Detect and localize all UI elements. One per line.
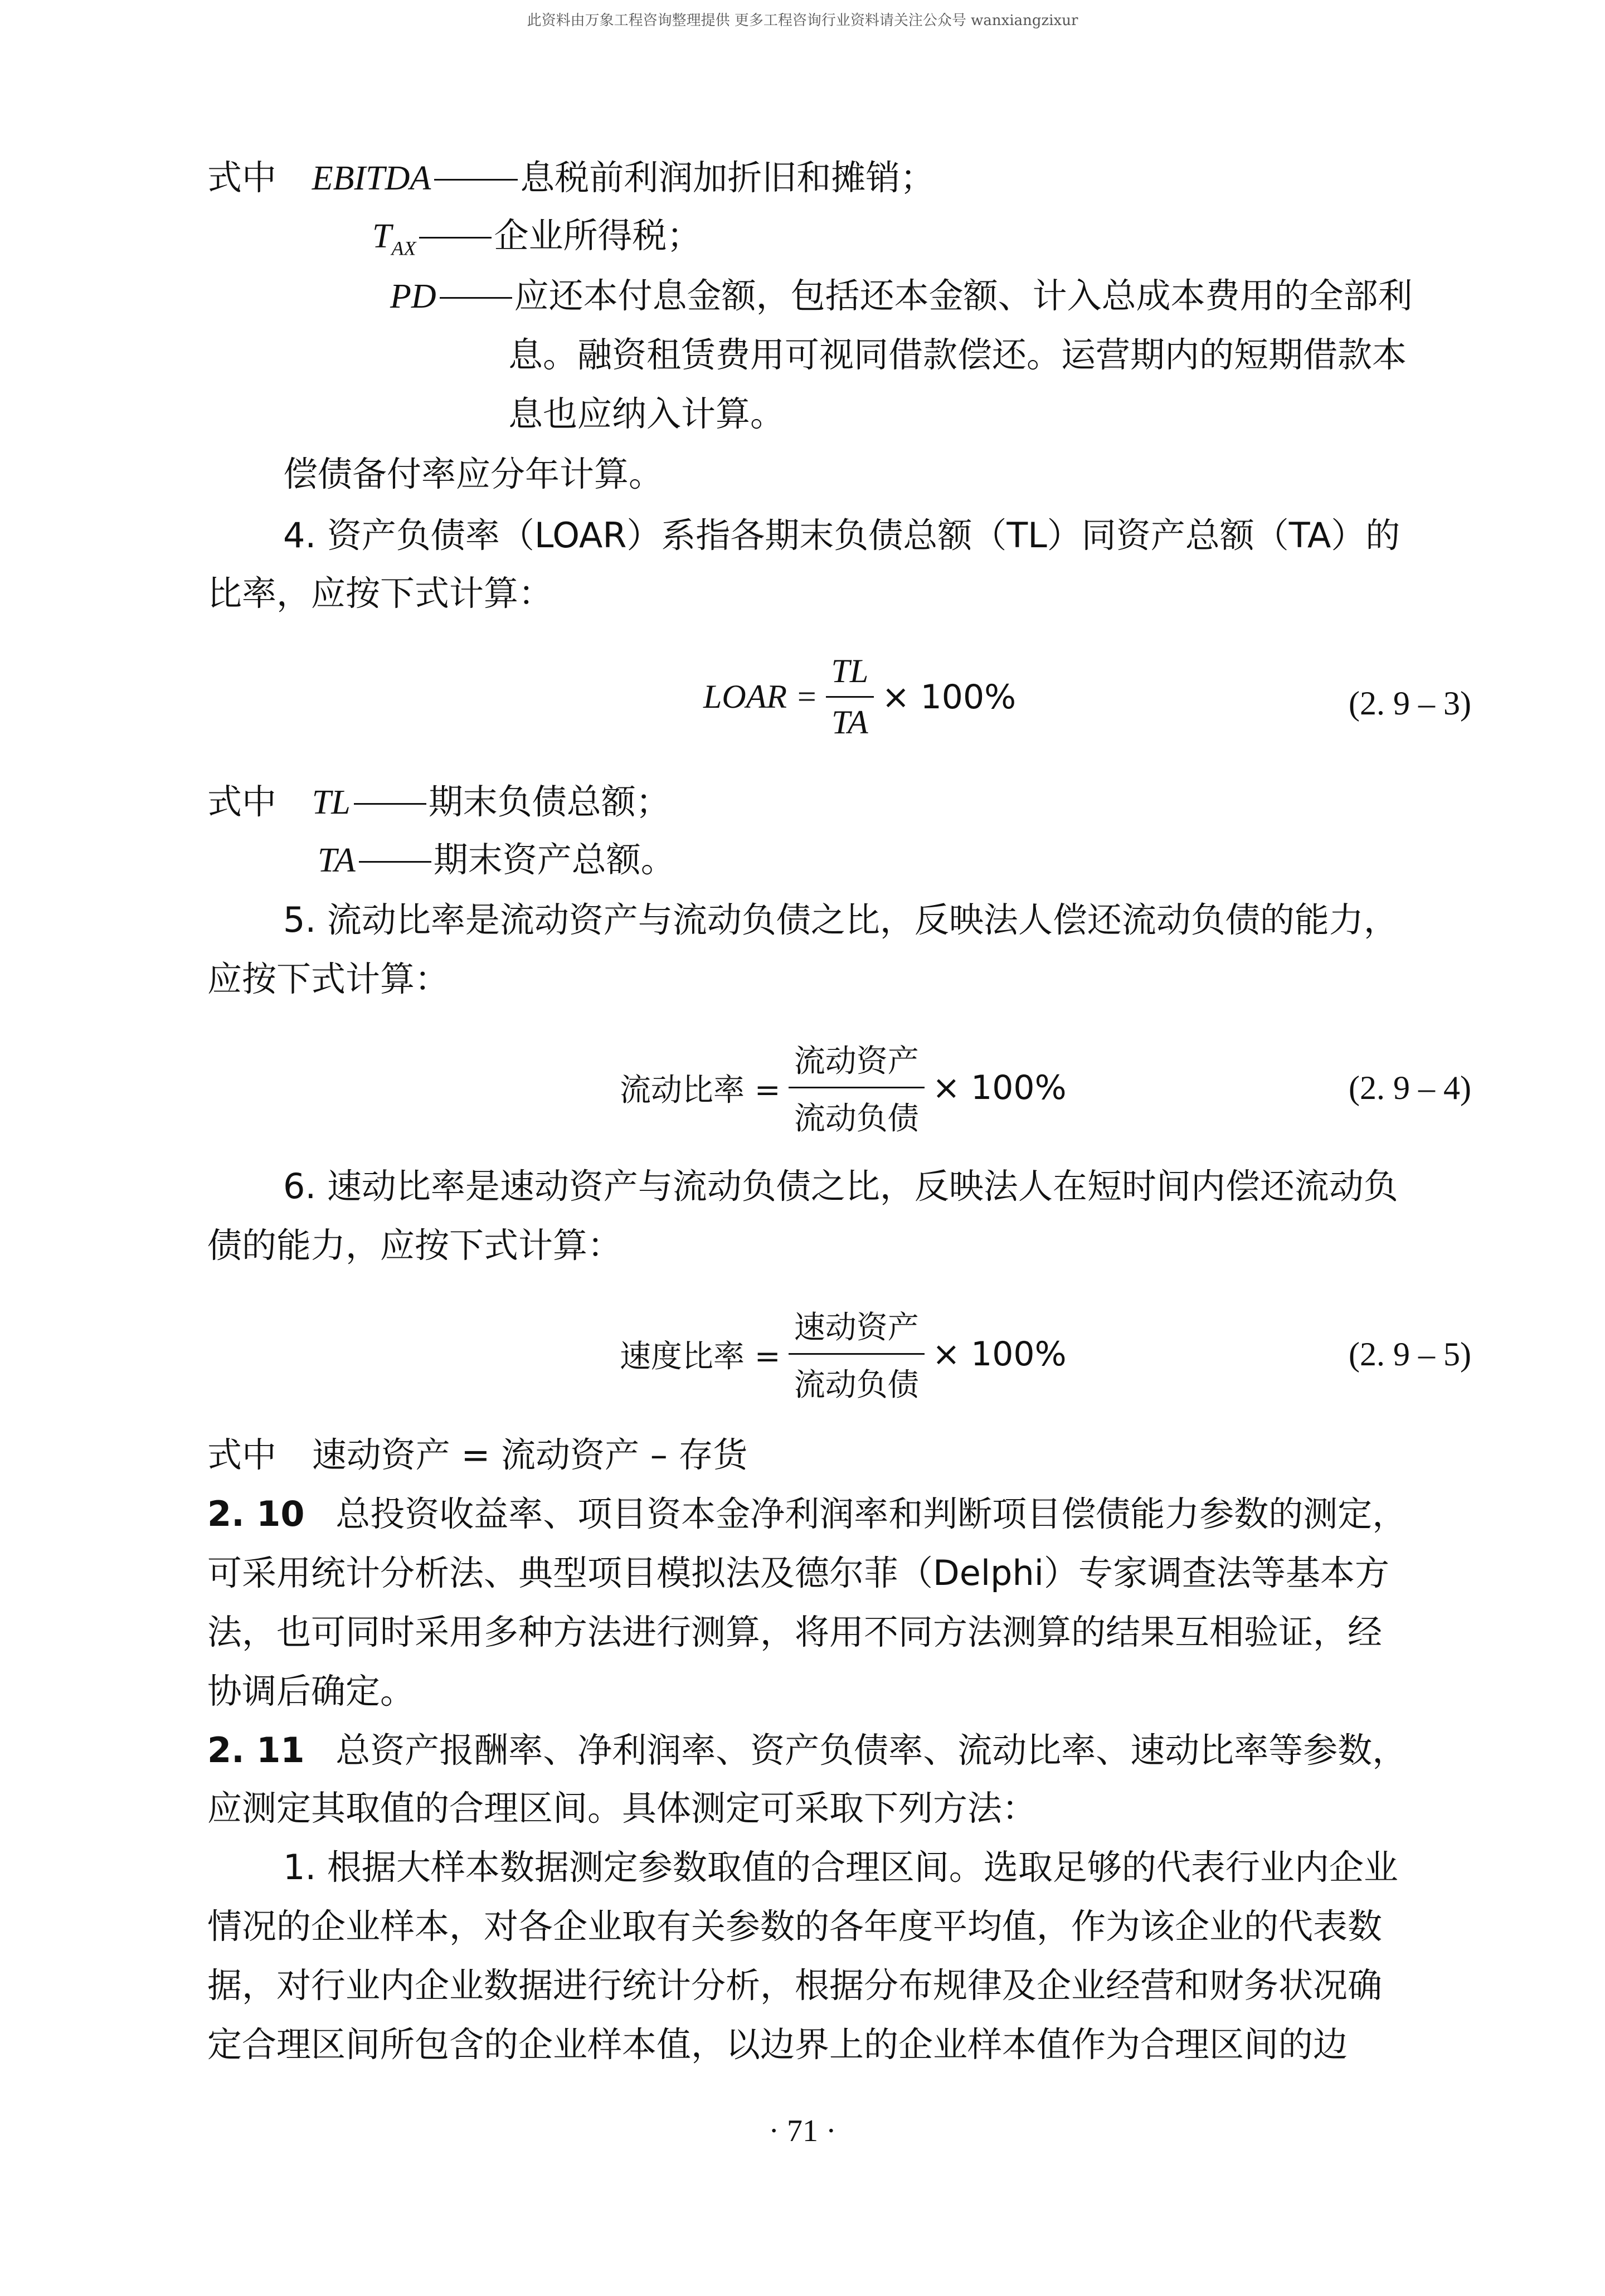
section-2-10-line-2: 可采用统计分析法、典型项目模拟法及德尔菲（Delphi）专家调查法等基本方 xyxy=(207,1553,1389,1593)
section-2-11-text: 总资产报酬率、净利润率、资产负债率、流动比率、速动比率等参数， xyxy=(335,1730,1407,1770)
fraction xyxy=(826,652,874,742)
section-2-10-line-1 xyxy=(207,1494,1407,1534)
ta-description: 期末资产总额。 xyxy=(433,839,675,880)
pd-symbol: PD xyxy=(390,278,436,315)
defs-lead-label: 式中 xyxy=(207,157,277,198)
fraction-denominator: 流动负债 xyxy=(794,1101,919,1137)
equation-number-2-9-3: (2. 9 – 3) xyxy=(1349,685,1471,722)
section-2-11-line-2: 应测定其取值的合理区间。具体测定可采取下列方法： xyxy=(207,1788,1037,1828)
item-5-line-1: 5. 流动比率是流动资产与流动负债之比，反映法人偿还流动负债的能力， xyxy=(283,899,1398,940)
fraction-numerator: 速动资产 xyxy=(789,1303,925,1355)
fraction-numerator: 流动资产 xyxy=(789,1037,925,1088)
section-2-10-text: 总投资收益率、项目资本金净利润率和判断项目偿债能力参数的测定， xyxy=(335,1494,1407,1534)
tax-definition xyxy=(372,215,702,260)
item-6-line-2: 债的能力，应按下式计算： xyxy=(207,1225,622,1266)
formula-tail: × 100% xyxy=(882,677,1016,717)
em-dash xyxy=(359,861,431,863)
tax-symbol: T xyxy=(372,217,392,255)
item-4-line-2: 比率，应按下式计算： xyxy=(207,573,553,614)
item-5-line-2: 应按下式计算： xyxy=(207,959,450,999)
section-2-10-line-3: 法，也可同时采用多种方法进行测算，将用不同方法测算的结果互相验证，经 xyxy=(207,1612,1383,1652)
formula-2-9-5 xyxy=(620,1303,1067,1405)
em-dash xyxy=(440,297,512,299)
em-dash xyxy=(419,237,492,239)
tax-subscript: AX xyxy=(391,237,416,260)
fraction-numerator: TL xyxy=(826,652,874,698)
em-dash xyxy=(434,179,518,181)
section-2-10-line-4: 协调后确定。 xyxy=(207,1671,415,1711)
fraction-denominator: 流动负债 xyxy=(794,1367,919,1403)
formula-tail: × 100% xyxy=(932,1334,1067,1374)
formula-2-9-4 xyxy=(620,1037,1067,1139)
watermark-header: 此资料由万象工程咨询整理提供 更多工程咨询行业资料请关注公众号 wanxiangzixur xyxy=(527,12,1078,29)
item-1-line-3: 据，对行业内企业数据进行统计分析，根据分布规律及企业经营和财务状况确 xyxy=(207,1965,1383,2006)
item-1-line-1: 1. 根据大样本数据测定参数取值的合理区间。选取足够的代表行业内企业 xyxy=(283,1847,1398,1888)
item-6-line-1: 6. 速动比率是速动资产与流动负债之比，反映法人在短时间内偿还流动负 xyxy=(283,1166,1398,1207)
page-number: · 71 · xyxy=(769,2114,836,2148)
section-2-10-number: 2. 10 xyxy=(207,1494,305,1534)
item-1-line-2: 情况的企业样本，对各企业取有关参数的各年度平均值，作为该企业的代表数 xyxy=(207,1906,1383,1947)
tl-description: 期末负债总额； xyxy=(428,781,670,822)
ta-symbol: TA xyxy=(318,841,356,879)
fraction-denominator: TA xyxy=(831,704,868,741)
item-1-line-4: 定合理区间所包含的企业样本值，以边界上的企业样本值作为合理区间的边 xyxy=(207,2024,1348,2065)
pd-description-line-3: 息也应纳入计算。 xyxy=(508,393,785,434)
ebitda-symbol: EBITDA xyxy=(312,159,431,197)
equation-number-2-9-5: (2. 9 – 5) xyxy=(1349,1336,1471,1373)
section-2-11-number: 2. 11 xyxy=(207,1730,305,1770)
pd-definition xyxy=(390,275,1413,316)
item-4-line-1: 4. 资产负债率（LOAR）系指各期末负债总额（TL）同资产总额（TA）的 xyxy=(283,515,1400,556)
ebitda-description: 息税前利润加折旧和摊销； xyxy=(520,157,935,198)
formula-2-9-3 xyxy=(703,652,1016,742)
em-dash xyxy=(354,803,426,805)
quick-assets-text: 速动资产 = 流动资产 – 存货 xyxy=(312,1434,748,1475)
defs-lead xyxy=(207,157,935,198)
ta-definition xyxy=(318,839,675,880)
section-2-11-line-1 xyxy=(207,1730,1407,1770)
tl-definition xyxy=(207,781,670,822)
formula-lhs: LOAR = xyxy=(703,678,818,715)
fraction xyxy=(789,1037,925,1139)
fraction xyxy=(789,1303,925,1405)
defs-lead-label: 式中 xyxy=(207,781,277,822)
defs-lead-label: 式中 xyxy=(207,1434,277,1475)
dscr-note: 偿债备付率应分年计算。 xyxy=(283,454,664,494)
formula-tail: × 100% xyxy=(932,1068,1067,1107)
quick-assets-definition xyxy=(207,1434,748,1475)
formula-lhs: 速度比率 = xyxy=(620,1338,781,1375)
formula-lhs: 流动比率 = xyxy=(620,1072,781,1108)
tax-description: 企业所得税； xyxy=(494,215,702,256)
equation-number-2-9-4: (2. 9 – 4) xyxy=(1349,1069,1471,1106)
pd-description-line-1: 应还本付息金额，包括还本金额、计入总成本费用的全部利 xyxy=(514,275,1413,316)
pd-description-line-2: 息。融资租赁费用可视同借款偿还。运营期内的短期借款本 xyxy=(508,334,1407,375)
tl-symbol: TL xyxy=(312,784,351,821)
